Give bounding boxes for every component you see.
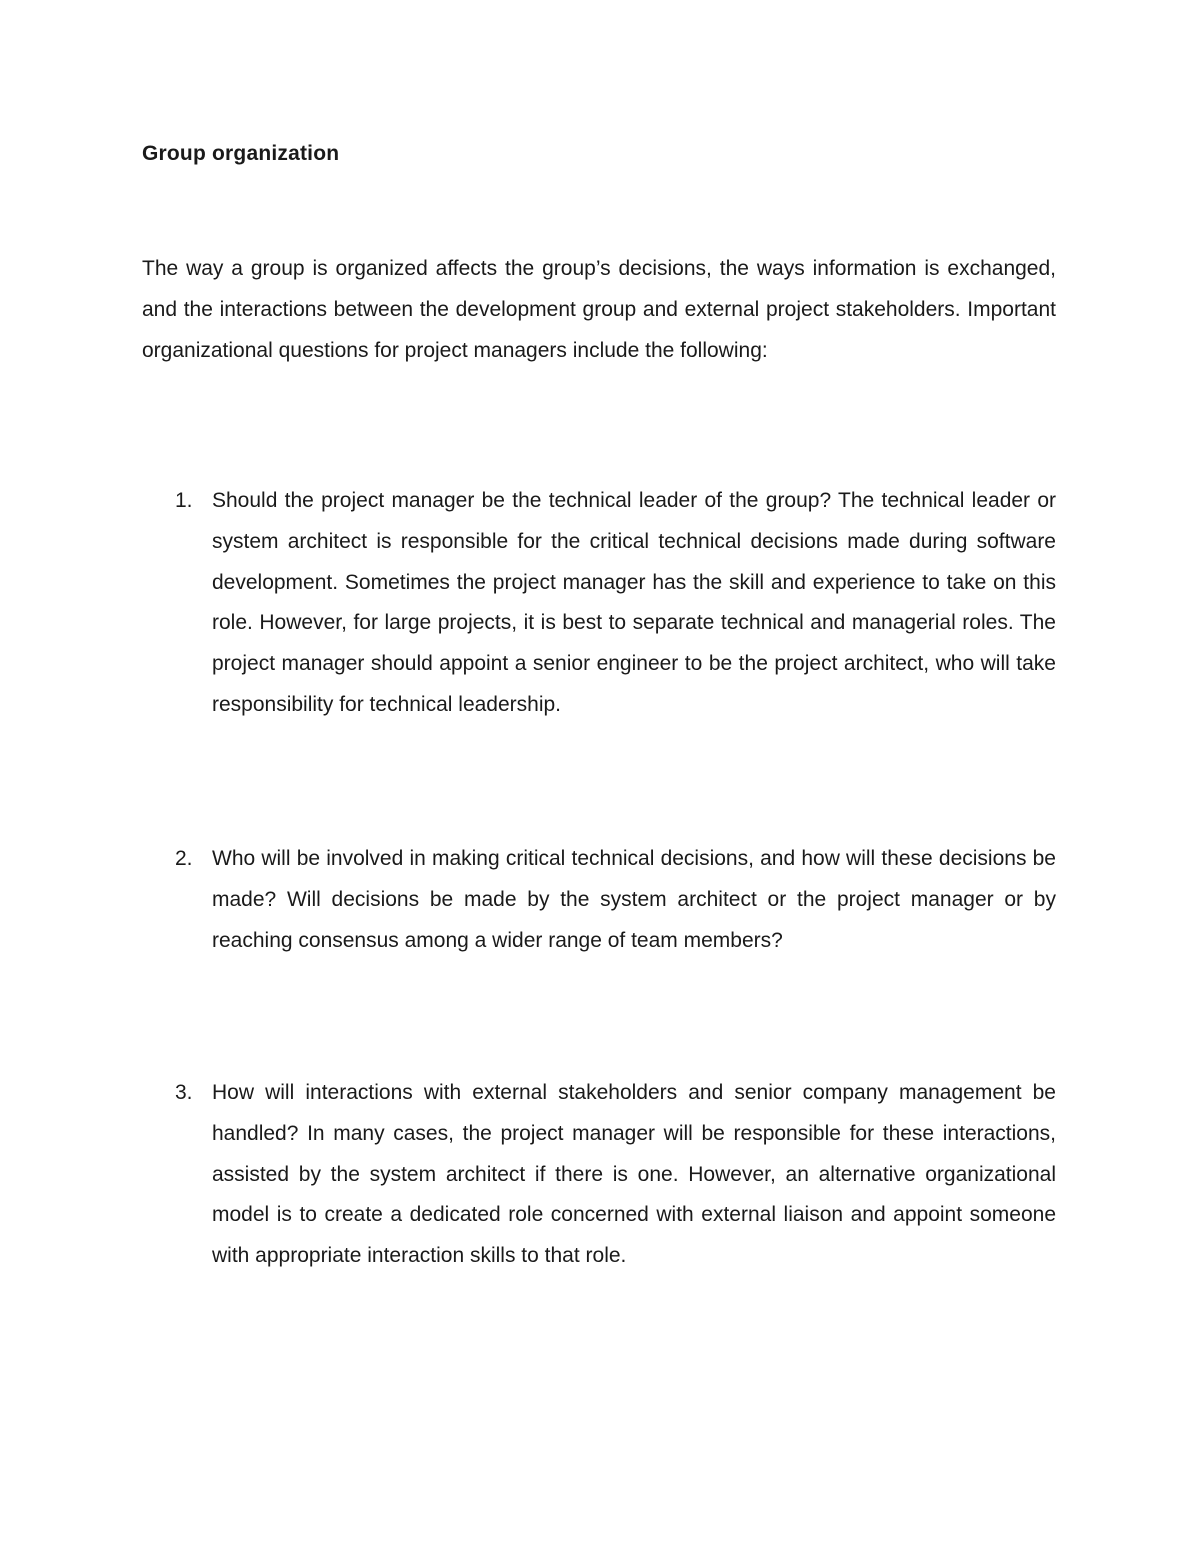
list-item	[175, 1073, 1056, 1277]
list-item-text: Should the project manager be the technical leader of the group? The technical leader or system architect is responsible for the critical technical decisions made during software development. Sometimes the project manager has the skill and experience to take on this role. However, for large projects, it is best to separate technical and managerial roles. The project manager should appoint a senior engineer to be the project architect, who will take responsibility for technical leadership.	[212, 489, 1056, 716]
list-item-number: 3.	[175, 1081, 193, 1104]
list-item-text: Who will be involved in making critical technical decisions, and how will these decisions be made? Will decisions be made by the system architect or the project manager or by reaching consensus among a wider range of team members?	[212, 847, 1056, 952]
list-item-number: 2.	[175, 847, 193, 870]
intro-paragraph: The way a group is organized affects the group’s decisions, the ways information is exchanged, and the interactions between the development group and external project stakeholders. Important organizational questions for project managers include the following:	[142, 257, 1056, 362]
list-item-text: How will interactions with external stakeholders and senior company management be handled? In many cases, the project manager will be responsible for these interactions, assisted by the system architect if there is one. However, an alternative organizational model is to create a dedicated role concerned with external liaison and appoint someone with appropriate interaction skills to that role.	[212, 1081, 1056, 1268]
list-item	[175, 839, 1056, 961]
list-item-number: 1.	[175, 489, 193, 512]
page-title: Group organization	[142, 142, 340, 165]
list-item	[175, 481, 1056, 726]
